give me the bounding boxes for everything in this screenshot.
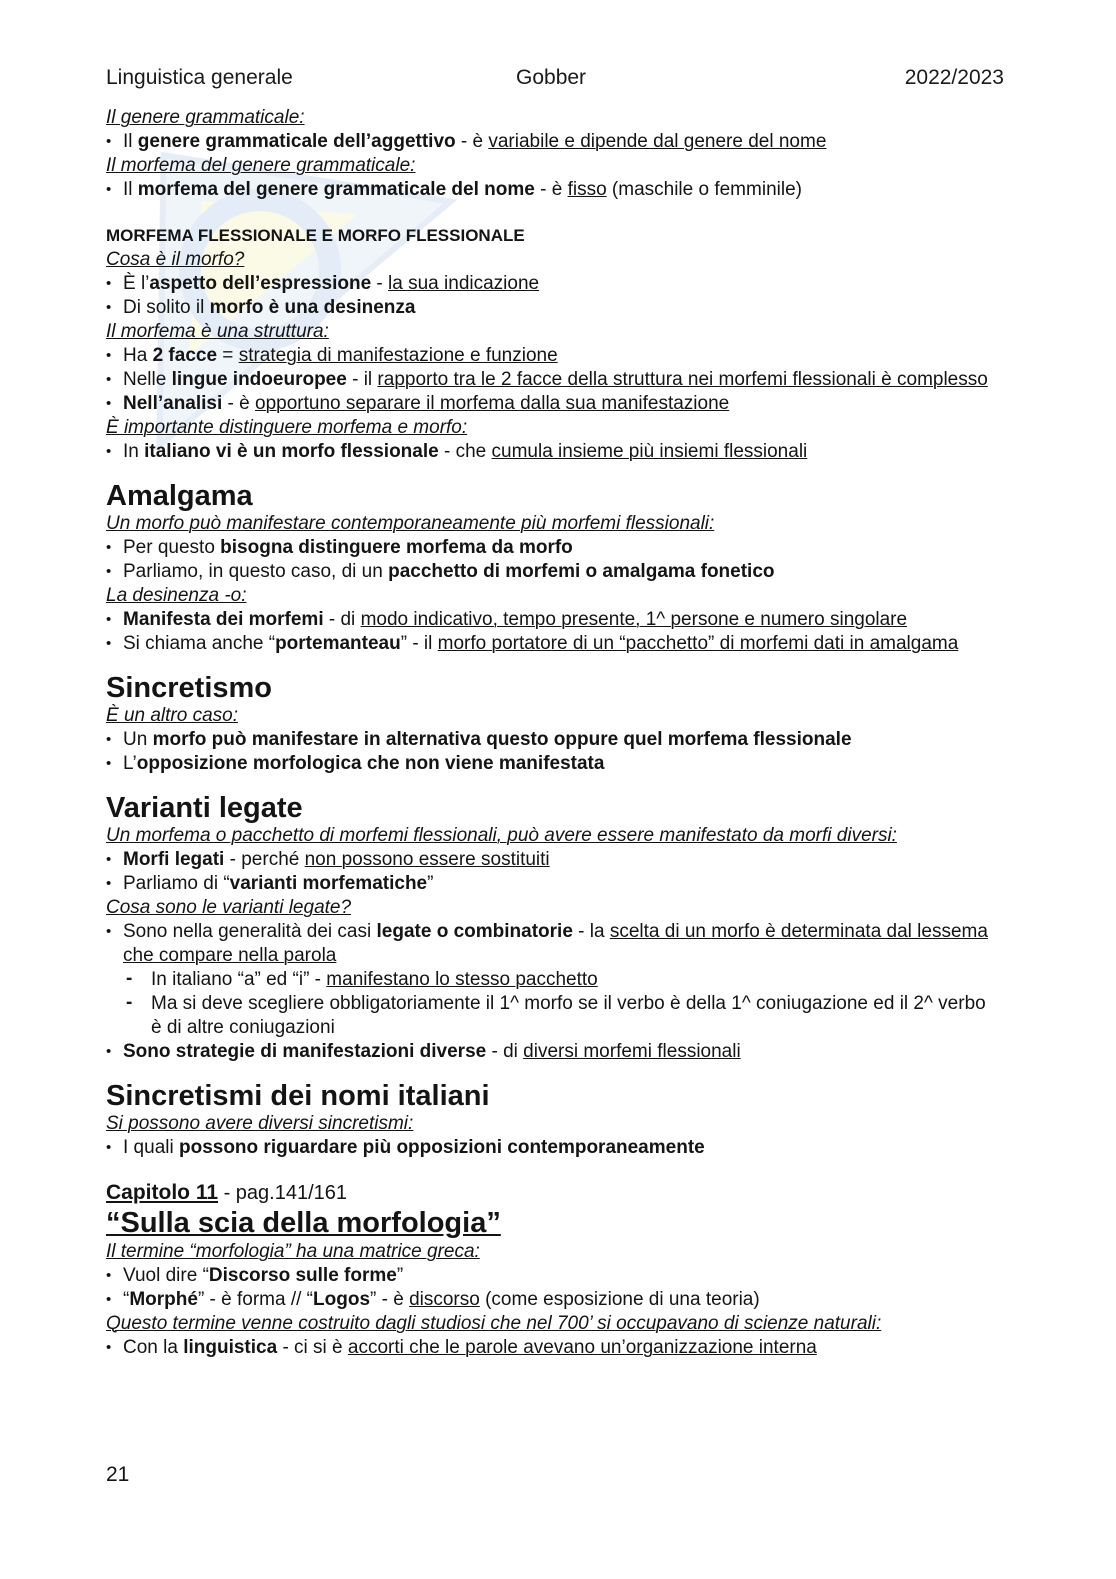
subheading-question: La desinenza -o:	[106, 585, 247, 606]
header-author: Gobber	[516, 66, 587, 89]
subheading-question: Il morfema del genere grammaticale:	[106, 155, 416, 176]
subheading-question: È un altro caso:	[106, 705, 239, 726]
sub-list-item: - Ma si deve scegliere obbligatoriamente il 1^ morfo se il verbo è della 1^ coniugazione ed il 2^ verbo è di altre coniugazioni	[106, 992, 996, 1040]
subheading-question: Il morfema è una struttura:	[106, 321, 329, 342]
subheading-question: Il termine “morfologia” ha una matrice greca:	[106, 1241, 480, 1262]
subheading-question: È importante distinguere morfema e morfo:	[106, 417, 468, 438]
subheading-question: Questo termine venne costruito dagli studiosi che nel 700’ si occupavano di scienze naturali:	[106, 1313, 882, 1334]
header-course: Linguistica generale	[106, 66, 293, 89]
list-item: • Sono strategie di manifestazioni diverse - di diversi morfemi flessionali	[106, 1040, 996, 1064]
list-item: • Nell’analisi - è opportuno separare il morfema dalla sua manifestazione	[106, 392, 996, 416]
section-heading: Sincretismo	[106, 672, 272, 704]
section-heading: Varianti legate	[106, 792, 303, 824]
subheading-question: Un morfema o pacchetto di morfemi flessionali, può avere essere manifestato da morfi diversi:	[106, 825, 897, 846]
subheading-question: Il genere grammaticale:	[106, 107, 305, 128]
list-item: • Con la linguistica - ci si è accorti che le parole avevano un’organizzazione interna	[106, 1336, 996, 1360]
chapter-label: Capitolo 11	[106, 1181, 219, 1204]
list-item: • Un morfo può manifestare in alternativa questo oppure quel morfema flessionale	[106, 728, 996, 752]
list-item: • Manifesta dei morfemi - di modo indicativo, tempo presente, 1^ persone e numero singolare	[106, 608, 996, 632]
list-item: • Di solito il morfo è una desinenza	[106, 296, 996, 320]
page-content	[106, 106, 996, 1360]
list-item: • Vuol dire “Discorso sulle forme”	[106, 1264, 996, 1288]
list-item: • Parliamo di “varianti morfematiche”	[106, 872, 996, 896]
page-header	[106, 66, 1004, 94]
list-item: • Per questo bisogna distinguere morfema da morfo	[106, 536, 996, 560]
chapter-line	[106, 1180, 996, 1206]
list-item: • In italiano vi è un morfo flessionale - che cumula insieme più insiemi flessionali	[106, 440, 996, 464]
section-heading: Amalgama	[106, 480, 253, 512]
section-heading: Sincretismi dei nomi italiani	[106, 1080, 490, 1112]
list-item: • Si chiama anche “portemanteau” - il morfo portatore di un “pacchetto” di morfemi dati in amalgama	[106, 632, 996, 656]
subheading-question: Cosa sono le varianti legate?	[106, 897, 352, 918]
list-item: • È l’aspetto dell’espressione - la sua indicazione	[106, 272, 996, 296]
subheading-question: Cosa è il morfo?	[106, 249, 245, 270]
subheading-question: Un morfo può manifestare contemporaneamente più morfemi flessionali:	[106, 513, 715, 534]
sub-list-item: - In italiano “a” ed “i” - manifestano lo stesso pacchetto	[106, 968, 996, 992]
list-item: • “Morphé” - è forma // “Logos” - è discorso (come esposizione di una teoria)	[106, 1288, 996, 1312]
subheading-question: Si possono avere diversi sincretismi:	[106, 1113, 414, 1134]
chapter-title: “Sulla scia della morfologia”	[106, 1207, 501, 1239]
list-item: • Parliamo, in questo caso, di un pacchetto di morfemi o amalgama fonetico	[106, 560, 996, 584]
list-item: • Ha 2 facce = strategia di manifestazione e funzione	[106, 344, 996, 368]
list-item: • I quali possono riguardare più opposizioni contemporaneamente	[106, 1136, 996, 1160]
list-item: • Sono nella generalità dei casi legate o combinatorie - la scelta di un morfo è determinata dal lessema che compare nella parola	[106, 920, 996, 968]
header-year: 2022/2023	[904, 66, 1004, 89]
chapter-pages: - pag.141/161	[218, 1182, 348, 1204]
section-title: MORFEMA FLESSIONALE E MORFO FLESSIONALE	[106, 226, 525, 245]
list-item: • Morfi legati - perché non possono essere sostituiti	[106, 848, 996, 872]
list-item: • L’opposizione morfologica che non viene manifestata	[106, 752, 996, 776]
list-item: • Nelle lingue indoeuropee - il rapporto tra le 2 facce della struttura nei morfemi flessionali è complesso	[106, 368, 996, 392]
page-number: 21	[106, 1463, 130, 1486]
list-item: • Il morfema del genere grammaticale del nome - è fisso (maschile o femminile)	[106, 178, 996, 202]
list-item: • Il genere grammaticale dell’aggettivo - è variabile e dipende dal genere del nome	[106, 130, 996, 154]
